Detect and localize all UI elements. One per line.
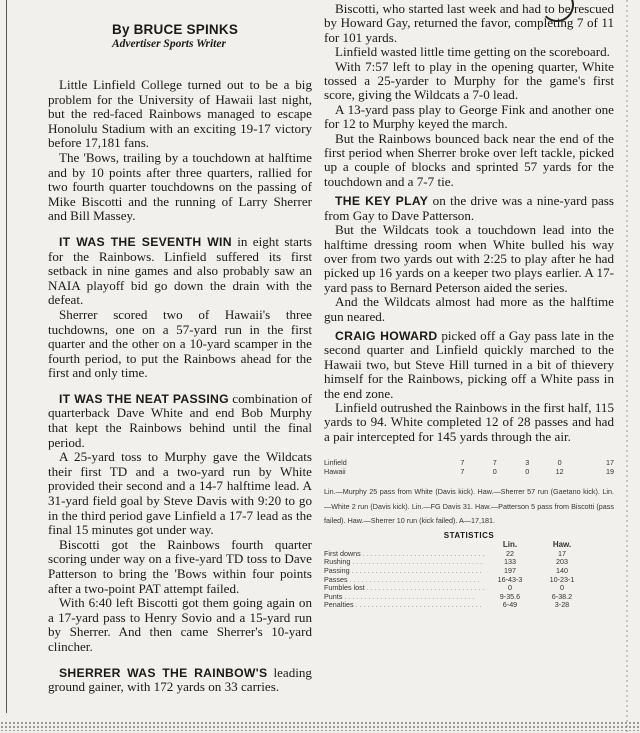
- stats-table: [324, 540, 614, 609]
- linescore-quarter: 3: [525, 458, 530, 468]
- stats-row: [324, 583, 614, 592]
- subhead-lead: IT WAS THE SEVENTH WIN: [59, 234, 232, 249]
- paragraph: With 7:57 left to play in the opening quarter, White tossed a 25-yarder to Murphy for the game's first score, giving the Wildcats a 7-0 lead.: [324, 58, 614, 103]
- stats-row: [324, 592, 614, 601]
- linescore-quarter: 0: [525, 467, 530, 477]
- paragraph: Linfield outrushed the Rainbows in the first half, 115 yards to 94. White completed 12 of 28 passes and had a pair intercepted for 145 yards through the air.: [324, 399, 614, 444]
- stats-row: [324, 558, 614, 567]
- stats-label: Passes . . .: [324, 575, 484, 584]
- paragraph: [48, 392, 312, 450]
- paragraph-text: on the drive was a nine-yard pass from Gay to Dave Patterson.: [324, 193, 614, 223]
- subhead-lead: THE KEY PLAY: [335, 194, 429, 209]
- stats-haw: 3-28: [554, 600, 570, 610]
- paragraph: Biscotti, who started last week and had to be rescued by Howard Gay, returned the favor, completing 7 of 11 for 101 yards.: [324, 1, 614, 45]
- paragraph: Biscotti got the Rainbows fourth quarter scoring under way on a five-yard TD toss to Dave Patterson to bring the 'Bows within four points after a two-point PAT attempt failed.: [48, 536, 312, 596]
- paragraph-text: picked off a Gay pass late in the second quarter and Linfield quickly marched to the Hawaii two, but Steve Hill turned in a bit of thievery himself for the Rainbows, picking off a White pass in the end zone.: [324, 327, 614, 401]
- stats-lin: 9-35.6: [499, 591, 521, 601]
- linescore-quarter: 0: [557, 458, 562, 468]
- stats-row: [324, 575, 614, 584]
- stats-lin: 6-49: [502, 600, 518, 610]
- stats-lin: 22: [506, 548, 514, 558]
- linescore-row: [324, 458, 614, 467]
- linescore-total: 19: [606, 467, 615, 477]
- linescore-quarter: 12: [555, 467, 564, 477]
- paragraph: And the Wildcats almost had more as the halftime gun neared.: [324, 294, 614, 324]
- stats-label: First downs . . .: [324, 549, 484, 558]
- subhead-lead: IT WAS THE NEAT PASSING: [59, 391, 229, 406]
- linescore-quarter: 7: [460, 467, 465, 477]
- linescore-quarter: 0: [492, 467, 497, 477]
- stats-label: Passing . . .: [324, 566, 484, 575]
- stats-header: [324, 540, 614, 549]
- subhead-lead: SHERRER WAS THE RAINBOW'S: [59, 665, 268, 680]
- page-edge: [626, 0, 628, 733]
- paragraph-text: leading ground gainer, with 172 yards on 33 carries.: [48, 664, 312, 695]
- scoring-summary: Lin.—Murphy 25 pass from White (Davis kick). Haw.—Sherrer 57 run (Gaetano kick). Lin.—White 2 run (Davis kick). Lin.—FG Davis 31. Haw.—Patterson 5 pass from Biscotti (pass failed). Haw.—Sherrer 10 run (kick failed). A—17,181.: [324, 487, 614, 525]
- stats-haw: 203: [556, 557, 568, 567]
- stats-haw: 17: [558, 548, 566, 558]
- byline: By BRUCE SPINKS: [112, 22, 239, 37]
- linescore: [324, 458, 614, 476]
- left-rule: [6, 0, 7, 713]
- linescore-quarter: 7: [492, 458, 497, 468]
- bottom-border: [0, 721, 640, 731]
- paragraph: Little Linfield College turned out to be a big problem for the University of Hawaii last night, but the red-faced Rainbows managed to escape Honolulu Stadium with an exciting 19-17 victory before 17,181 fans.: [48, 77, 312, 151]
- stats-label: Penalties . . .: [324, 600, 484, 609]
- stats-col-haw: Haw.: [552, 540, 572, 550]
- linescore-row: [324, 467, 614, 476]
- stats-haw: 140: [556, 565, 568, 575]
- subhead-lead: CRAIG HOWARD: [335, 328, 438, 343]
- stats-lin: 133: [504, 557, 516, 567]
- linescore-team: Linfield: [324, 458, 347, 468]
- stats-title: STATISTICS: [443, 531, 495, 541]
- paragraph: But the Wildcats took a touchdown lead into the halftime dressing room when White bulled his way over from two yards out with 2:25 to play after he had picked up 16 yards on a keeper two plays earlier. A 17-yard pass to Bernard Peterson aided the series.: [324, 222, 614, 295]
- linescore-total: 17: [606, 458, 615, 468]
- stats-rows: [324, 549, 614, 609]
- stats-label: Punts . . .: [324, 592, 484, 601]
- stats-lin: 16-43-3: [497, 574, 523, 584]
- byline-credit: Advertiser Sports Writer: [112, 38, 226, 50]
- stats-label: Fumbles lost . . .: [324, 583, 484, 592]
- paragraph: [48, 235, 312, 308]
- paragraph-text: combination of quarterback Dave White and end Bob Murphy that kept the Rainbows behind until the final period.: [48, 390, 312, 450]
- stats-row: [324, 549, 614, 558]
- paragraph: [48, 666, 312, 695]
- paragraph: With 6:40 left Biscotti got them going again on a 17-yard pass to Henry Sovio and a 15-yard run by Sherrer. And then came Sherrer's 10-yard clincher.: [48, 595, 312, 654]
- stats-haw: 10-23-1: [549, 574, 575, 584]
- stats-lin: 0: [508, 583, 512, 593]
- paragraph: The 'Bows, trailing by a touchdown at halftime and by 10 points after three quarters, rallied for two fourth quarter touchdowns on the passing of Mike Biscotti and the running of Larry Sherrer and Bill Massey.: [48, 149, 312, 224]
- stats-lin: 197: [504, 565, 516, 575]
- linescore-quarter: 7: [460, 458, 465, 468]
- left-column: [48, 0, 312, 703]
- paragraph: Linfield wasted little time getting on the scoreboard.: [335, 44, 610, 60]
- paragraph: [324, 194, 614, 223]
- stats-row: [324, 566, 614, 575]
- paragraph-text: in eight starts for the Rainbows. Linfield suffered its first setback in nine games and also probably saw an NAIA playoff bid go down the drain with the defeat.: [48, 233, 312, 308]
- stats-row: [324, 601, 614, 610]
- paragraph: A 13-yard pass play to George Fink and another one for 12 to Murphy keyed the march.: [324, 101, 614, 132]
- paragraph: A 25-yard toss to Murphy gave the Wildcats their first TD and a two-yard run by White provided their second and a 14-7 halftime lead. A 31-yard field goal by Steve Davis with 9:20 to go in the third period gave Linfield a 17-7 lead as the final 15 minutes got under way.: [48, 449, 312, 538]
- linescore-team: Hawaii: [324, 467, 346, 477]
- stats-label: Rushing . . .: [324, 557, 484, 566]
- paragraph: But the Rainbows bounced back near the end of the first period when Sherrer broke over left tackle, picked up a couple of blocks and sprinted 57 yards for the touchdown and a 7-7 tie.: [324, 130, 614, 189]
- stats-haw: 0: [560, 583, 564, 593]
- paragraph: Sherrer scored two of Hawaii's three tuchdowns, one on a 57-yard run in the first quarter and the other on a 10-yard scamper in the fourth period, to put the Rainbows ahead for the first and only time.: [48, 306, 312, 381]
- stats-haw: 6-38.2: [551, 591, 573, 601]
- right-column: [324, 2, 614, 703]
- paragraph: [324, 329, 614, 401]
- stats-col-lin: Lin.: [502, 540, 518, 550]
